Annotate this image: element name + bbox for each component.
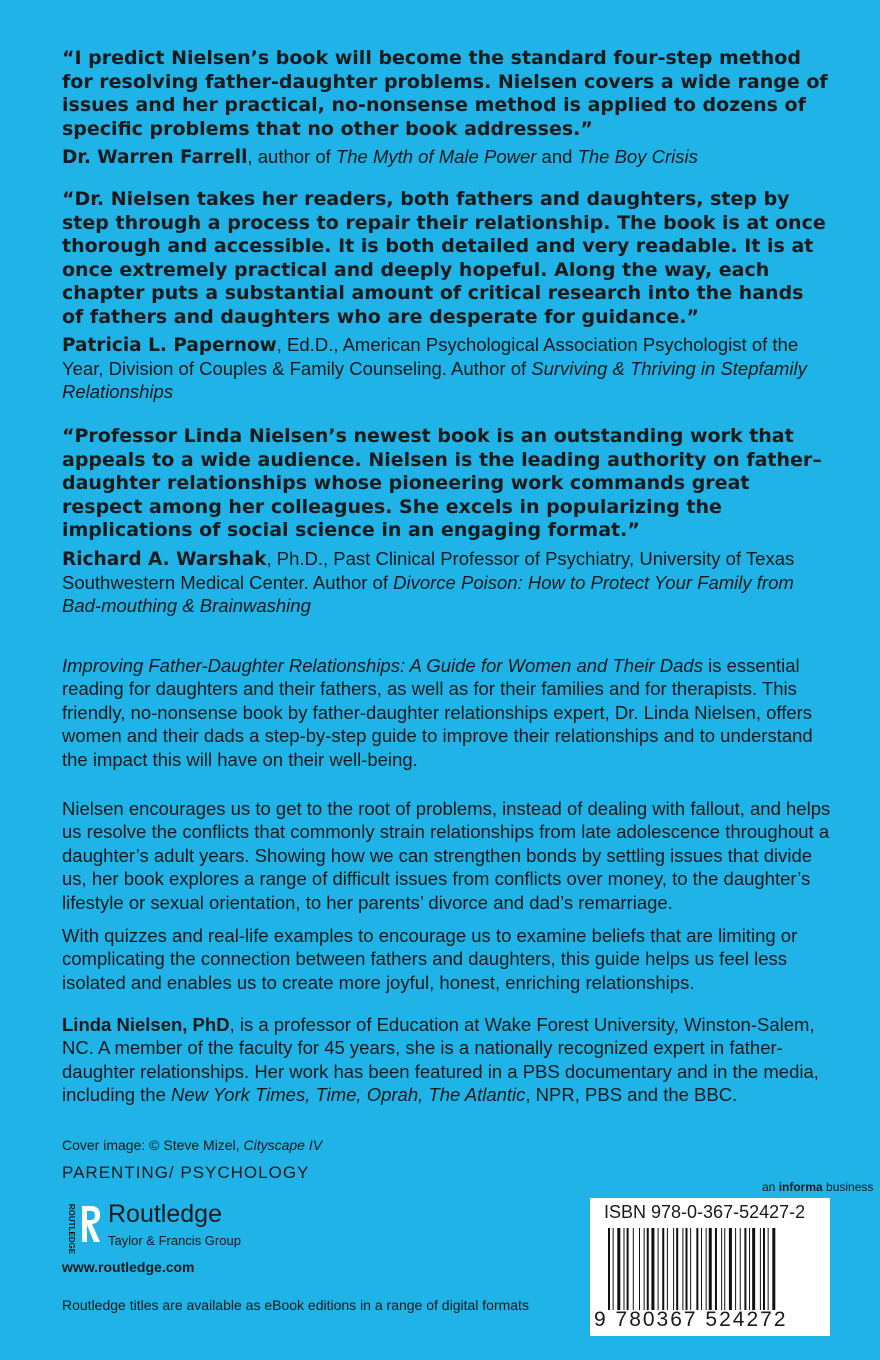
- routledge-vertical-wordmark: [62, 1202, 80, 1256]
- isbn-barcode-box: [590, 1198, 830, 1336]
- category-label: PARENTING/ PSYCHOLOGY: [62, 1163, 310, 1182]
- barcode-bar: [752, 1228, 755, 1310]
- barcode-bar: [772, 1228, 775, 1310]
- reviewer-name: Richard A. Warshak: [62, 548, 267, 570]
- review-quote: “I predict Nielsen’s book will become the standard four-step method for resolving father-daughter problems. Nielsen covers a wide range of issues and her practical, no-nonsense method is applied to dozens of specific problems that no other book addresses.”: [62, 47, 828, 140]
- informa-business-label: an informa business: [762, 1180, 874, 1194]
- routledge-logo: [62, 1200, 262, 1260]
- barcode-bar: [744, 1228, 746, 1310]
- barcode-bar: [709, 1228, 712, 1310]
- author-bio: Linda Nielsen, PhD, is a professor of Education at Wake Forest University, Winston-Salem, NC. A member of the faculty for 45 years, she is a nationally recognized expert in father-daughter relationships. Her work has been featured in a PBS documentary and in the media, including the New York Times, Time, Oprah, The Atlantic, NPR, PBS and the BBC.: [62, 1014, 819, 1106]
- barcode-bar: [662, 1228, 664, 1310]
- barcode-bar: [696, 1228, 698, 1310]
- barcode-bar: [624, 1228, 625, 1310]
- description-paragraph-2: Nielsen encourages us to get to the root of problems, instead of dealing with fallout, and helps us resolve the conflicts that commonly strain relationships from late adolescence throughout a daughter’s adult years. Showing how we can strengthen bonds by settling issues that divide us, her book explores a range of difficult issues from conflicts over money, to the daughter’s lifestyle or sexual orientation, to her parents’ divorce and dad’s remarriage.: [62, 798, 831, 913]
- barcode-bar: [647, 1228, 649, 1310]
- barcode-bar: [690, 1228, 691, 1310]
- cover-credit: Cover image: © Steve Mizel, Cityscape IV: [62, 1137, 323, 1153]
- barcode-digits: 9 780367 524272: [594, 1308, 788, 1331]
- barcode-bar: [682, 1228, 683, 1310]
- barcode-bar: [658, 1228, 659, 1310]
- barcode-bar: [613, 1228, 614, 1310]
- barcode-bar: [627, 1228, 629, 1310]
- barcode-bar: [667, 1228, 668, 1310]
- barcode-bar: [617, 1228, 620, 1310]
- barcode-bar: [633, 1228, 634, 1310]
- ebook-availability-note: Routledge titles are available as eBook editions in a range of digital formats: [62, 1297, 529, 1313]
- barcode-bar: [763, 1228, 765, 1310]
- publisher-url[interactable]: www.routledge.com: [62, 1259, 195, 1275]
- barcode-icon: [608, 1228, 826, 1310]
- review-3: [62, 425, 830, 617]
- barcode-bar: [735, 1228, 736, 1310]
- review-attribution: Dr. Warren Farrell, author of The Myth of Male Power and The Boy Crisis: [62, 146, 698, 168]
- barcode-bar: [749, 1228, 750, 1310]
- barcode-bar: [673, 1228, 674, 1310]
- description-paragraph-1: Improving Father-Daughter Relationships: A Guide for Women and Their Dads is essential reading for daughters and their fathers, as well as for their families and for therapists. This friendly, no-nonsense book by father-daughter relationships expert, Dr. Linda Nielsen, offers women and their dads a step-by-step guide to improve their relationships and to understand the impact this will have on their well-being.: [62, 655, 813, 770]
- barcode-bar: [729, 1228, 732, 1310]
- svg-text:ROUTLEDGE: ROUTLEDGE: [66, 1203, 76, 1255]
- description-paragraph-3: With quizzes and real-life examples to encourage us to examine beliefs that are limiting or complicating the connection between fathers and daughters, this guide helps us feel less isolated and enables us to create more joyful, honest, enriching relationships.: [62, 925, 798, 993]
- book-title: Improving Father-Daughter Relationships: A Guide for Women and Their Dads: [62, 655, 703, 676]
- barcode-bar: [706, 1228, 707, 1310]
- author-name: Linda Nielsen, PhD: [62, 1014, 230, 1035]
- barcode-bar: [644, 1228, 645, 1310]
- review-quote: “Dr. Nielsen takes her readers, both fathers and daughters, step by step through a process to repair their relationship. The book is at once thorough and accessible. It is both detailed and very readable. It is at once extremely practical and deeply hopeful. Along the way, each chapter puts a substantial amount of critical research into the hands of fathers and daughters who are desperate for guidance.”: [62, 188, 826, 328]
- barcode-bar: [760, 1228, 761, 1310]
- barcode-bar: [651, 1228, 654, 1310]
- barcode-bar: [639, 1228, 640, 1310]
- review-2: [62, 188, 830, 403]
- barcode-bar: [608, 1228, 610, 1310]
- isbn-label: ISBN 978-0-367-52427-2: [604, 1202, 806, 1222]
- barcode-bar: [676, 1228, 678, 1310]
- barcode-bar: [724, 1228, 725, 1310]
- reviewer-name: Dr. Warren Farrell: [62, 147, 248, 168]
- routledge-r-icon: [80, 1204, 102, 1244]
- barcode-bar: [686, 1228, 688, 1310]
- barcode-bar: [740, 1228, 741, 1310]
- review-attribution: Patricia L. Papernow, Ed.D., American Psychological Association Psychologist of the Year, Division of Couples & Family Counseling. Author of Surviving & Thriving in Stepfamily Relationships: [62, 334, 807, 402]
- barcode-bar: [715, 1228, 717, 1310]
- reviewer-name: Patricia L. Papernow: [62, 335, 277, 356]
- barcode-bar: [721, 1228, 722, 1310]
- publisher-group: Taylor & Francis Group: [108, 1233, 241, 1248]
- publisher-name: Routledge: [108, 1200, 222, 1228]
- barcode-bar: [768, 1228, 769, 1310]
- review-1: [62, 47, 830, 169]
- review-attribution: Richard A. Warshak, Ph.D., Past Clinical Professor of Psychiatry, University of Texas Southwestern Medical Center. Author of Divorce Poison: How to Protect Your Family from Bad-mouthing & Brainwashing: [62, 547, 795, 616]
- barcode-bar: [701, 1228, 702, 1310]
- review-quote: “Professor Linda Nielsen’s newest book is an outstanding work that appeals to a wide audience. Nielsen is the leading authority on father–daughter relationships whose pioneering work commands great respect among her colleagues. She excels in popularizing the implications of social science in an engaging format.”: [62, 425, 822, 541]
